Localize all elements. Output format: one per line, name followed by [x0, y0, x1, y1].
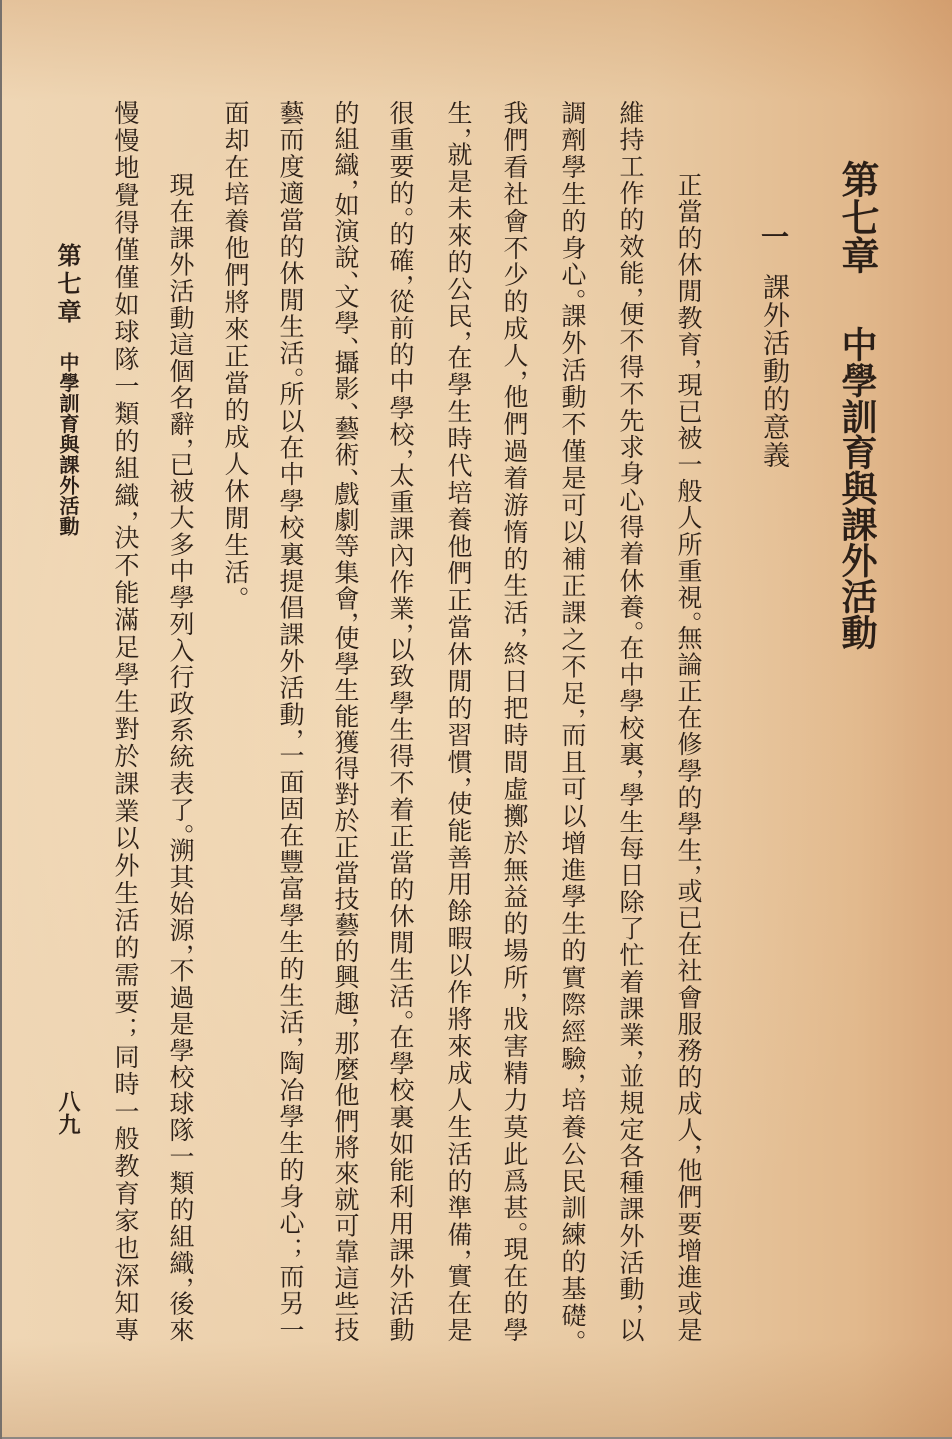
text-column: 維持工作的效能，便不得不先求身心得着休養。在中學校裏，學生每日除了忙着課業，並規定各種課外活動，以	[616, 100, 645, 1342]
text-column: 的組織，如演說、文學、攝影、藝術、戲劇等集會，使學生能獲得對於正當技藝的興趣，那麼他們將來就可靠這些技	[331, 100, 360, 1342]
text-column: 生，就是未來的公民，在學生時代培養他們正當休閒的習慣，使能善用餘暇以作將來成人生活的準備，實在是	[444, 100, 473, 1342]
running-head-chapter: 第七章	[53, 243, 82, 327]
chapter-label: 第七章	[835, 160, 880, 274]
text-column: 藝而度適當的休閒生活。所以在中學校裏提倡課外活動，一面固在豐富學生的生活，陶冶學生的身心；而另一	[276, 100, 305, 1342]
text-column: 我們看社會不少的成人，他們過着游惰的生活，終日把時間虛擲於無益的場所，戕害精力莫此爲甚。現在的學	[500, 100, 529, 1342]
chapter-title: 中學訓育與課外活動	[836, 326, 878, 650]
text-column: 面却在培養他們將來正當的成人休閒生活。	[221, 100, 250, 601]
text-column: 慢慢地覺得僅僅如球隊一類的組織，決不能滿足學生對於課業以外生活的需要；同時一般教育家也深知專	[111, 100, 140, 1342]
section-title: 課外活動的意義	[758, 273, 789, 469]
page-number: 八九	[55, 1090, 81, 1136]
text-column: 現在課外活動這個名辭，已被大多中學列入行政系統表了。溯其始源，不過是學校球隊一類的組織，後來	[166, 172, 195, 1342]
text-column: 很重要的。的確，從前的中學校，太重課內作業，以致學生得不着正當的休閒生活。在學校裏如能利用課外活動	[386, 100, 415, 1342]
text-column: 調劑學生的身心。課外活動不僅是可以補正課之不足，而且可以增進學生的實際經驗，培養公民訓練的基礎。	[558, 100, 587, 1342]
text-column: 正當的休閒教育，現已被一般人所重視。無論正在修學的學生，或已在社會服務的成人，他們要增進或是	[674, 172, 703, 1342]
running-head-title: 中學訓育與課外活動	[56, 352, 80, 537]
section-number: 一	[757, 222, 790, 250]
